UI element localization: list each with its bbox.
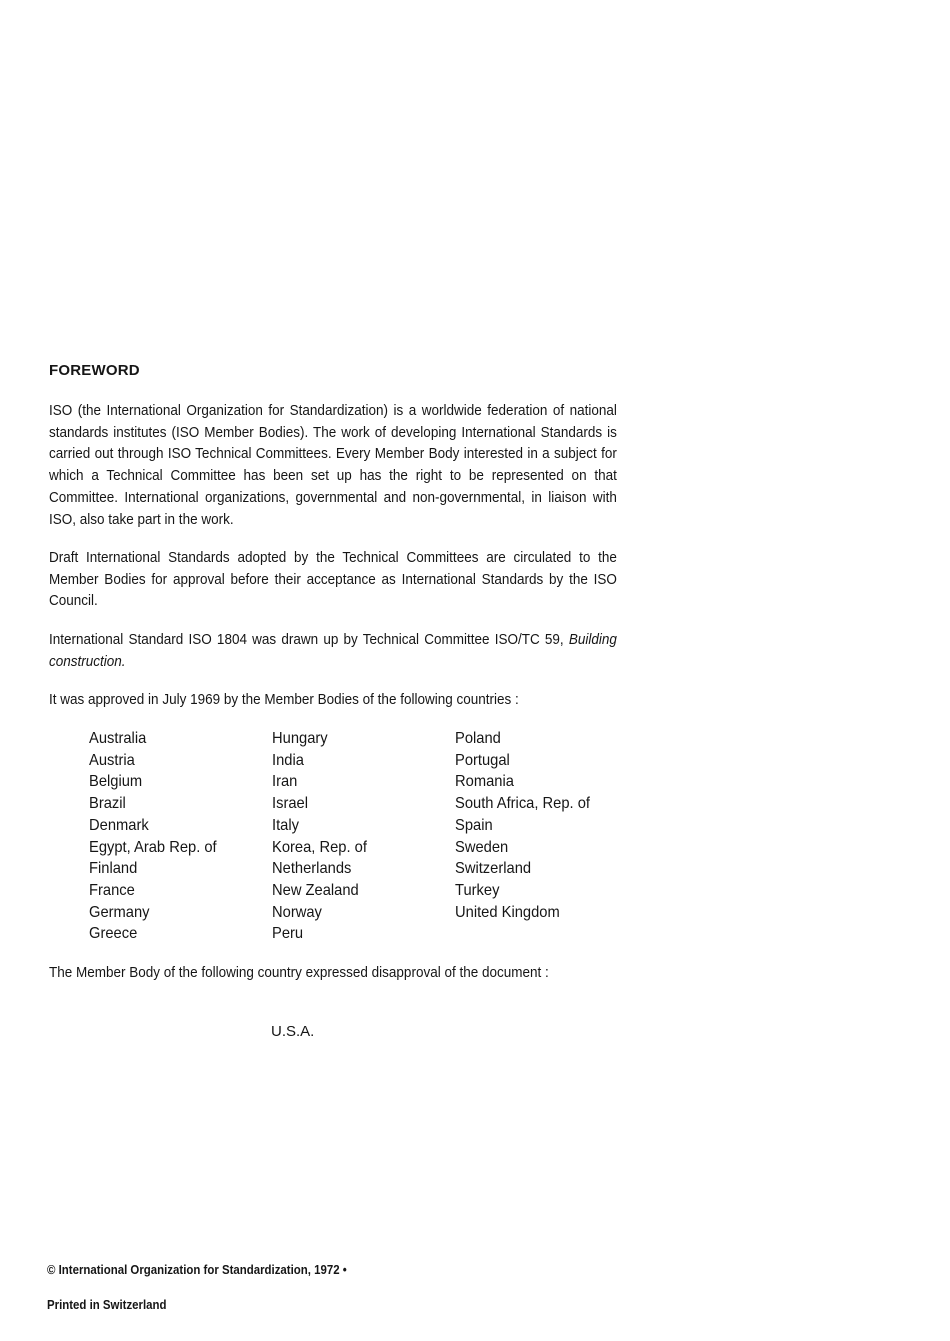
country-name: Norway — [272, 903, 322, 921]
country-name: New Zealand — [272, 881, 359, 899]
foreword-heading: FOREWORD — [49, 362, 140, 379]
country-list-column-1 — [89, 728, 228, 945]
foreword-paragraph-iso-description: ISO (the International Organization for Standardization) is a worldwide federation of national standards institutes (ISO Member Bodies). The work of developing International Standards is carried out through ISO Technical Committees. Every Member Body interested in a subject for which a Technical Committee has been set up has the right to be represented on that Committee. International organizations, governmental and non-governmental, in liaison with ISO, also take part in the work. — [49, 402, 617, 528]
country-name: Romania — [455, 773, 514, 791]
country-name: Netherlands — [272, 860, 352, 878]
country-name: Portugal — [455, 751, 510, 769]
country-name: Turkey — [455, 881, 500, 899]
printed-location: Printed in Switzerland — [47, 1297, 167, 1312]
country-name: Hungary — [272, 730, 328, 747]
foreword-paragraph-disapproval: The Member Body of the following country expressed disapproval of the document : — [49, 964, 549, 981]
country-name: Italy — [272, 816, 299, 834]
country-name: Spain — [455, 816, 493, 834]
country-list-column-3 — [455, 728, 602, 923]
country-name: United Kingdom — [455, 903, 560, 921]
committee-text: International Standard ISO 1804 was drawn up by Technical Committee ISO/TC 59, — [49, 631, 569, 648]
country-name: France — [89, 881, 135, 899]
country-name: Poland — [455, 730, 501, 747]
country-name: Switzerland — [455, 860, 532, 878]
country-name: Sweden — [455, 838, 509, 856]
country-name: Egypt, Arab Rep. of — [89, 838, 217, 856]
country-name: Australia — [89, 730, 147, 747]
foreword-paragraph-committee — [49, 629, 617, 672]
country-name: South Africa, Rep. of — [455, 795, 591, 813]
country-name: Korea, Rep. of — [272, 838, 367, 856]
country-list-column-2 — [272, 728, 375, 945]
committee-title: Building construction. — [49, 631, 617, 670]
country-name: Finland — [89, 860, 138, 878]
country-name: Iran — [272, 773, 298, 791]
foreword-paragraph-approval: It was approved in July 1969 by the Member Bodies of the following countries : — [49, 691, 519, 708]
country-name: Peru — [272, 925, 304, 943]
country-name: Israel — [272, 795, 308, 813]
country-name: Denmark — [89, 816, 149, 834]
country-name: Belgium — [89, 773, 143, 791]
disapproving-country: U.S.A. — [271, 1023, 315, 1040]
country-name: Brazil — [89, 795, 126, 813]
foreword-paragraph-draft-standards: Draft International Standards adopted by the Technical Committees are circulated to the Member Bodies for approval before their acceptance as International Standards by the ISO Council. — [49, 549, 617, 610]
country-name: Austria — [89, 751, 135, 769]
country-name: India — [272, 751, 304, 769]
copyright-notice: © International Organization for Standardization, 1972 • — [47, 1262, 347, 1277]
country-name: Greece — [89, 925, 138, 943]
country-name: Germany — [89, 903, 150, 921]
